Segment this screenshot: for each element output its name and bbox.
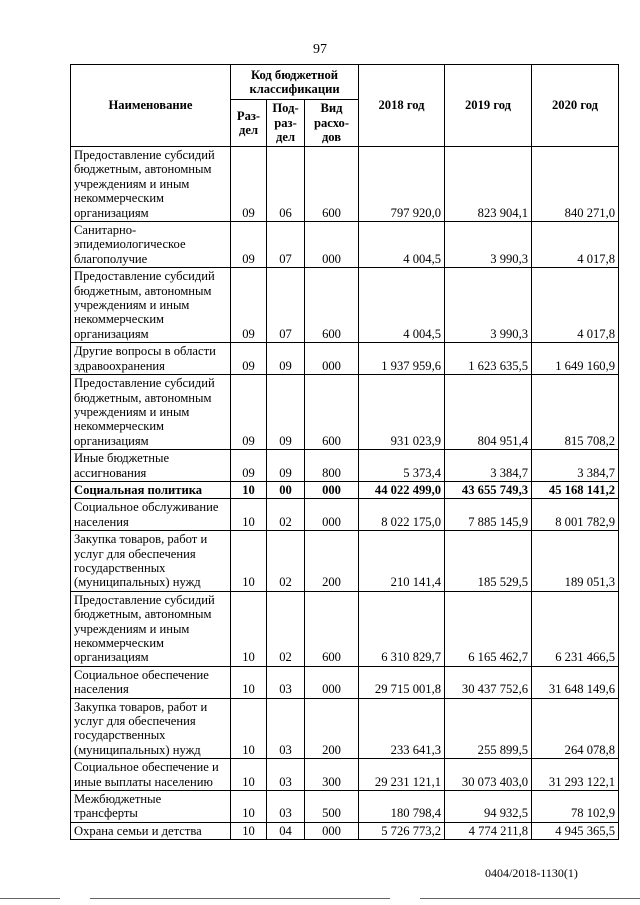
row-name: Санитарно-эпидемиологическое благополучие	[71, 222, 231, 268]
table-row	[71, 499, 619, 531]
header-2019: 2019 год	[445, 65, 532, 147]
table-body	[71, 147, 619, 840]
row-name: Другие вопросы в области здравоохранения	[71, 343, 231, 375]
row-razdel: 10	[231, 822, 267, 839]
row-value-2019: 4 774 211,8	[445, 822, 532, 839]
row-podrazdel: 02	[267, 531, 305, 592]
row-name: Межбюджетные трансферты	[71, 791, 231, 823]
row-podrazdel: 03	[267, 791, 305, 823]
scan-artifact-line	[90, 898, 390, 899]
row-value-2020: 4 945 365,5	[532, 822, 619, 839]
row-podrazdel: 03	[267, 759, 305, 791]
row-name: Предоставление субсидий бюджетным, автономным учреждениям и иным некоммерческим организациям	[71, 591, 231, 666]
scan-artifact-line	[420, 898, 640, 899]
row-value-2020: 8 001 782,9	[532, 499, 619, 531]
table-row	[71, 481, 619, 498]
row-podrazdel: 02	[267, 591, 305, 666]
row-value-2018: 29 715 001,8	[359, 666, 445, 698]
row-value-2018: 8 022 175,0	[359, 499, 445, 531]
row-value-2020: 4 017,8	[532, 222, 619, 268]
table-row	[71, 791, 619, 823]
table-row	[71, 147, 619, 222]
table-row	[71, 531, 619, 592]
row-value-2019: 185 529,5	[445, 531, 532, 592]
row-value-2018: 5 373,4	[359, 450, 445, 482]
row-value-2020: 45 168 141,2	[532, 481, 619, 498]
row-razdel: 09	[231, 343, 267, 375]
row-vid: 000	[305, 222, 359, 268]
row-name: Закупка товаров, работ и услуг для обеспечения государственных (муниципальных) нужд	[71, 531, 231, 592]
table-row	[71, 822, 619, 839]
row-vid: 000	[305, 499, 359, 531]
row-razdel: 09	[231, 268, 267, 343]
row-vid: 000	[305, 481, 359, 498]
table-row	[71, 666, 619, 698]
row-vid: 200	[305, 531, 359, 592]
row-vid: 600	[305, 268, 359, 343]
row-value-2019: 1 623 635,5	[445, 343, 532, 375]
row-name: Закупка товаров, работ и услуг для обеспечения государственных (муниципальных) нужд	[71, 698, 231, 759]
row-value-2018: 4 004,5	[359, 222, 445, 268]
row-vid: 500	[305, 791, 359, 823]
row-podrazdel: 06	[267, 147, 305, 222]
row-razdel: 10	[231, 698, 267, 759]
row-value-2020: 189 051,3	[532, 531, 619, 592]
row-name: Социальное обеспечение и иные выплаты населению	[71, 759, 231, 791]
row-vid: 600	[305, 591, 359, 666]
row-value-2018: 5 726 773,2	[359, 822, 445, 839]
row-razdel: 10	[231, 791, 267, 823]
header-name: Наименование	[71, 65, 231, 147]
scan-artifact-line	[0, 898, 60, 899]
row-vid: 200	[305, 698, 359, 759]
row-value-2020: 264 078,8	[532, 698, 619, 759]
row-vid: 000	[305, 343, 359, 375]
row-value-2018: 931 023,9	[359, 375, 445, 450]
table-row	[71, 268, 619, 343]
row-value-2020: 31 293 122,1	[532, 759, 619, 791]
row-podrazdel: 02	[267, 499, 305, 531]
row-razdel: 09	[231, 222, 267, 268]
row-value-2020: 31 648 149,6	[532, 666, 619, 698]
row-name: Предоставление субсидий бюджетным, автономным учреждениям и иным некоммерческим организациям	[71, 375, 231, 450]
row-name: Иные бюджетные ассигнования	[71, 450, 231, 482]
row-value-2019: 255 899,5	[445, 698, 532, 759]
row-value-2019: 6 165 462,7	[445, 591, 532, 666]
row-value-2019: 30 073 403,0	[445, 759, 532, 791]
row-value-2020: 815 708,2	[532, 375, 619, 450]
header-code-group: Код бюджетной классификации	[231, 65, 359, 100]
row-name: Предоставление субсидий бюджетным, автономным учреждениям и иным некоммерческим организациям	[71, 147, 231, 222]
header-vid: Вид расхо- дов	[305, 100, 359, 147]
header-row	[71, 65, 619, 100]
row-podrazdel: 07	[267, 268, 305, 343]
row-vid: 000	[305, 666, 359, 698]
row-name: Предоставление субсидий бюджетным, автономным учреждениям и иным некоммерческим организациям	[71, 268, 231, 343]
table-row	[71, 343, 619, 375]
row-vid: 300	[305, 759, 359, 791]
row-value-2018: 6 310 829,7	[359, 591, 445, 666]
row-value-2019: 3 384,7	[445, 450, 532, 482]
row-vid: 800	[305, 450, 359, 482]
row-value-2019: 823 904,1	[445, 147, 532, 222]
row-value-2020: 840 271,0	[532, 147, 619, 222]
row-vid: 000	[305, 822, 359, 839]
table-row	[71, 450, 619, 482]
row-podrazdel: 09	[267, 375, 305, 450]
row-razdel: 10	[231, 499, 267, 531]
row-name: Охрана семьи и детства	[71, 822, 231, 839]
budget-table	[70, 64, 619, 840]
row-value-2019: 3 990,3	[445, 268, 532, 343]
row-razdel: 10	[231, 531, 267, 592]
header-podrazdel: Под- раз- дел	[267, 100, 305, 147]
row-value-2018: 210 141,4	[359, 531, 445, 592]
row-podrazdel: 03	[267, 666, 305, 698]
row-value-2019: 43 655 749,3	[445, 481, 532, 498]
row-value-2018: 4 004,5	[359, 268, 445, 343]
row-podrazdel: 00	[267, 481, 305, 498]
row-razdel: 09	[231, 375, 267, 450]
row-value-2018: 1 937 959,6	[359, 343, 445, 375]
row-value-2018: 233 641,3	[359, 698, 445, 759]
row-value-2018: 44 022 499,0	[359, 481, 445, 498]
row-podrazdel: 07	[267, 222, 305, 268]
row-razdel: 10	[231, 481, 267, 498]
header-razdel: Раз- дел	[231, 100, 267, 147]
page-number: 97	[313, 42, 327, 57]
header-2020: 2020 год	[532, 65, 619, 147]
row-value-2018: 29 231 121,1	[359, 759, 445, 791]
row-name: Социальное обслуживание населения	[71, 499, 231, 531]
row-value-2020: 4 017,8	[532, 268, 619, 343]
row-value-2020: 6 231 466,5	[532, 591, 619, 666]
row-podrazdel: 09	[267, 450, 305, 482]
row-podrazdel: 09	[267, 343, 305, 375]
row-value-2020: 1 649 160,9	[532, 343, 619, 375]
table-row	[71, 698, 619, 759]
document-code: 0404/2018-1130(1)	[485, 866, 578, 880]
row-podrazdel: 03	[267, 698, 305, 759]
table-row	[71, 591, 619, 666]
row-value-2019: 7 885 145,9	[445, 499, 532, 531]
row-value-2018: 180 798,4	[359, 791, 445, 823]
table-row	[71, 759, 619, 791]
row-razdel: 10	[231, 591, 267, 666]
row-value-2019: 3 990,3	[445, 222, 532, 268]
row-razdel: 09	[231, 450, 267, 482]
row-value-2019: 94 932,5	[445, 791, 532, 823]
row-name: Социальное обеспечение населения	[71, 666, 231, 698]
row-vid: 600	[305, 375, 359, 450]
row-razdel: 10	[231, 666, 267, 698]
table-row	[71, 375, 619, 450]
row-value-2018: 797 920,0	[359, 147, 445, 222]
row-value-2020: 78 102,9	[532, 791, 619, 823]
row-razdel: 10	[231, 759, 267, 791]
row-podrazdel: 04	[267, 822, 305, 839]
row-value-2020: 3 384,7	[532, 450, 619, 482]
row-value-2019: 804 951,4	[445, 375, 532, 450]
row-name: Социальная политика	[71, 481, 231, 498]
row-razdel: 09	[231, 147, 267, 222]
row-value-2019: 30 437 752,6	[445, 666, 532, 698]
header-2018: 2018 год	[359, 65, 445, 147]
row-vid: 600	[305, 147, 359, 222]
table-row	[71, 222, 619, 268]
